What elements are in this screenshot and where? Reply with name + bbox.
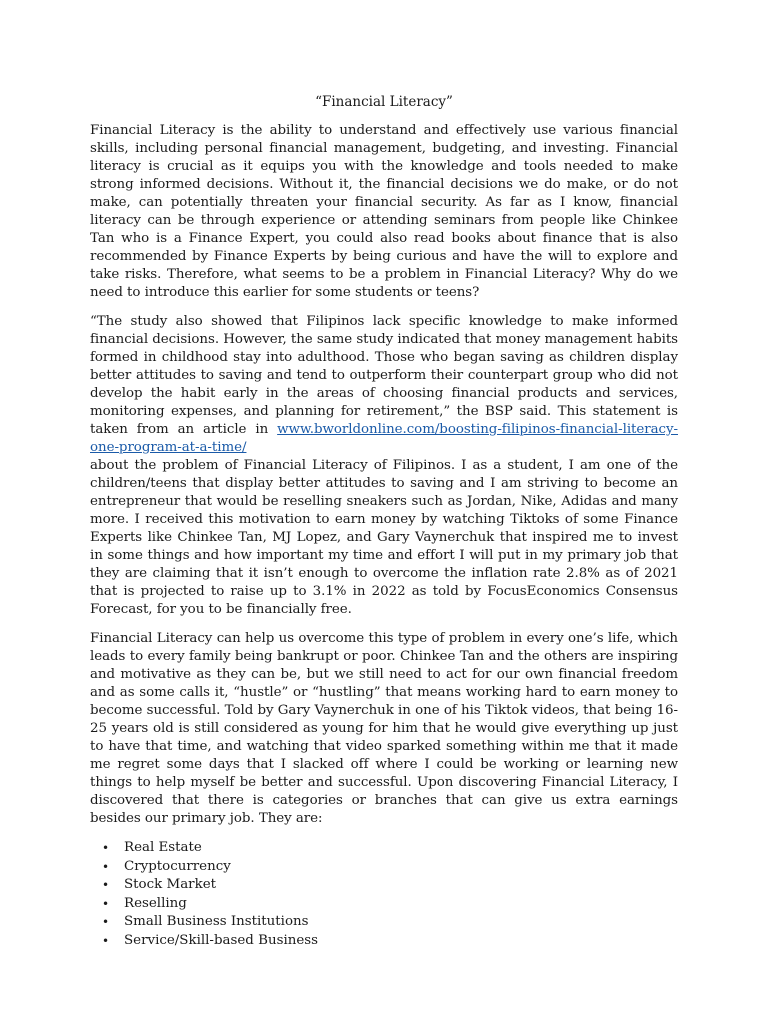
study-quote-text: “The study also showed that Filipinos lack specific knowledge to make informed financial decisions. However, the same study indicated that money management habits formed in childhood stay into adulthood. Those who began saving as children display better attitudes to saving and tend to outperform their counterpart group who did not develop the habit early in the areas of choosing financial products and services, monitoring expenses, and planning for retirement,” the BSP said. This statement is taken from an article in xyxy=(90,314,678,437)
list-item-label: Small Business Institutions xyxy=(124,914,309,930)
list-item-label: Service/Skill-based Business xyxy=(124,932,319,948)
student-paragraph: about the problem of Financial Literacy of Filipinos. I as a student, I am one of the children/teens that display better attitudes to saving and I am striving to become an entrepreneur that would be reselling sneakers such as Jordan, Nike, Adidas and many more. I received this motivation to earn money by watching Tiktoks of some Finance Experts like Chinkee Tan, MJ Lopez, and Gary Vaynerchuk that inspired me to invest in some things and how important my time and effort I will put in my primary job that they are claiming that it isn’t enough to overcome the inflation rate 2.8% as of 2021 that is projected to raise up to 3.1% in 2022 as told by FocusEconomics Consensus Forecast, for you to be financially free. xyxy=(90,458,678,617)
list-item xyxy=(90,932,678,951)
list-item xyxy=(90,839,678,858)
list-item-label: Reselling xyxy=(124,895,187,911)
list-item xyxy=(90,913,678,932)
hustle-paragraph: Financial Literacy can help us overcome this type of problem in every one’s life, which leads to every family being bankrupt or poor. Chinkee Tan and the others are inspiring and motivative as they can be, but we still need to act for our own financial freedom and as some calls it, “hustle” or “hustling” that means working hard to earn money to become successful. Told by Gary Vaynerchuk in one of his Tiktok videos, that being 16-25 years old is still considered as young for him that he would give everything up just to have that time, and watching that video sparked something within me that it made me regret some days that I slacked off where I could be working or learning new things to help myself be better and successful. Upon discovering Financial Literacy, I discovered that there is categories or branches that can give us extra earnings besides our primary job. They are: xyxy=(90,631,678,826)
intro-paragraph: Financial Literacy is the ability to understand and effectively use various financial skills, including personal financial management, budgeting, and investing. Financial literacy is crucial as it equips you with the knowledge and tools needed to make strong informed decisions. Without it, the financial decisions we do make, or do not make, can potentially threaten your financial security. As far as I know, financial literacy can be through experience or attending seminars from people like Chinkee Tan who is a Finance Expert, you could also read books about finance that is also recommended by Finance Experts by being curious and have the will to explore and take risks. Therefore, what seems to be a problem in Financial Literacy? Why do we need to introduce this earlier for some students or teens? xyxy=(90,123,678,300)
earnings-categories-list xyxy=(90,839,678,951)
article-link[interactable]: www.bworldonline.com/boosting-filipinos-financial-literacy-one-program-at-a-time/ xyxy=(90,422,678,455)
document-page xyxy=(90,93,678,951)
document-title: “Financial Literacy” xyxy=(315,94,453,110)
bullet-icon: • xyxy=(102,841,110,855)
list-item-label: Cryptocurrency xyxy=(124,858,231,874)
bullet-icon: • xyxy=(102,878,110,893)
list-item-label: Stock Market xyxy=(124,877,217,893)
bullet-icon: • xyxy=(102,896,110,911)
list-item-label: Real Estate xyxy=(124,840,202,855)
list-item xyxy=(90,895,678,914)
bullet-icon: • xyxy=(102,859,110,874)
list-item xyxy=(90,876,678,895)
bullet-icon: • xyxy=(102,915,110,930)
bullet-icon: • xyxy=(102,933,110,948)
list-item xyxy=(90,858,678,877)
study-paragraph xyxy=(90,313,678,457)
